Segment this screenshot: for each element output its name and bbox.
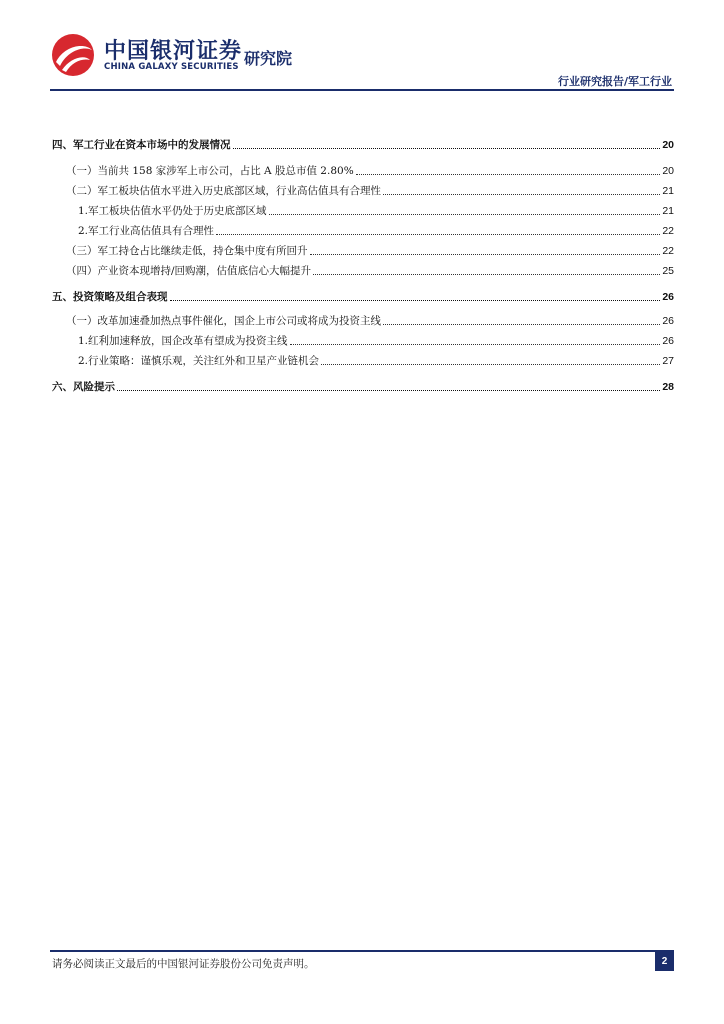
toc-entry-page: 22 <box>662 225 674 237</box>
toc-entry-title: （一）当前共 158 家涉军上市公司，占比 A 股总市值 2.80% <box>66 165 354 177</box>
toc-entry[interactable] <box>52 222 674 238</box>
toc-entry-page: 26 <box>662 291 674 303</box>
toc-leader <box>310 254 661 255</box>
toc-entry-page: 25 <box>662 265 674 277</box>
toc-entry[interactable] <box>52 242 674 258</box>
toc-entry-page: 22 <box>662 245 674 257</box>
toc-entry-page: 20 <box>662 139 674 151</box>
toc-leader <box>170 300 661 301</box>
toc-entry-title: （一）改革加速叠加热点事件催化，国企上市公司或将成为投资主线 <box>66 315 381 327</box>
toc-entry-title: 1.红利加速释放，国企改革有望成为投资主线 <box>78 335 288 347</box>
toc-entry-page: 26 <box>662 335 674 347</box>
page-number: 2 <box>655 952 674 971</box>
brand-name-en: CHINA GALAXY SECURITIES <box>104 62 239 72</box>
institute-label: 研究院 <box>244 49 293 68</box>
toc-entry-page: 21 <box>662 185 674 197</box>
toc-entry-title: （二）军工板块估值水平进入历史底部区域，行业高估值具有合理性 <box>66 185 381 197</box>
footer-disclaimer: 请务必阅读正文最后的中国银河证券股份公司免责声明。 <box>52 958 315 970</box>
brand-name-cn: 中国银河证券 <box>104 39 243 64</box>
toc-leader <box>321 364 660 365</box>
toc-entry[interactable] <box>52 136 674 152</box>
toc-entry-title: （三）军工持仓占比继续走低，持仓集中度有所回升 <box>66 245 308 257</box>
toc-leader <box>313 274 660 275</box>
toc-entry-page: 27 <box>662 355 674 367</box>
toc-entry-title: 四、军工行业在资本市场中的发展情况 <box>52 139 231 151</box>
toc-entry[interactable] <box>52 288 674 304</box>
toc-entry[interactable] <box>52 162 674 178</box>
toc-entry[interactable] <box>52 182 674 198</box>
toc-entry[interactable] <box>52 262 674 278</box>
toc-entry[interactable] <box>52 332 674 348</box>
toc-entry[interactable] <box>52 352 674 368</box>
toc-entry[interactable] <box>52 202 674 218</box>
header-divider <box>50 89 674 91</box>
toc-leader <box>233 148 661 149</box>
report-category: 行业研究报告/军工行业 <box>557 75 672 88</box>
toc-entry[interactable] <box>52 312 674 328</box>
toc-entry-title: 2.行业策略：谨慎乐观，关注红外和卫星产业链机会 <box>78 355 320 367</box>
toc-entry-title: 1.军工板块估值水平仍处于历史底部区域 <box>78 205 267 217</box>
toc-entry-title: 五、投资策略及组合表现 <box>52 291 168 303</box>
toc-leader <box>290 344 661 345</box>
toc-leader <box>216 234 660 235</box>
toc-leader <box>383 194 660 195</box>
toc-leader <box>117 390 660 391</box>
toc-entry-title: （四）产业资本现增持/回购潮，估值底信心大幅提升 <box>66 265 312 277</box>
toc-entry-title: 2.军工行业高估值具有合理性 <box>78 225 215 237</box>
toc-leader <box>383 324 660 325</box>
toc-entry-page: 26 <box>662 315 674 327</box>
footer-divider <box>50 950 674 952</box>
page-header <box>0 0 724 92</box>
toc-entry-page: 20 <box>662 165 674 177</box>
toc-leader <box>269 214 661 215</box>
toc-entry[interactable] <box>52 378 674 394</box>
toc-leader <box>356 174 661 175</box>
toc-entry-page: 21 <box>662 205 674 217</box>
toc-entry-title: 六、风险提示 <box>52 381 115 393</box>
toc-entry-page: 28 <box>662 381 674 393</box>
galaxy-logo-icon <box>50 32 96 78</box>
